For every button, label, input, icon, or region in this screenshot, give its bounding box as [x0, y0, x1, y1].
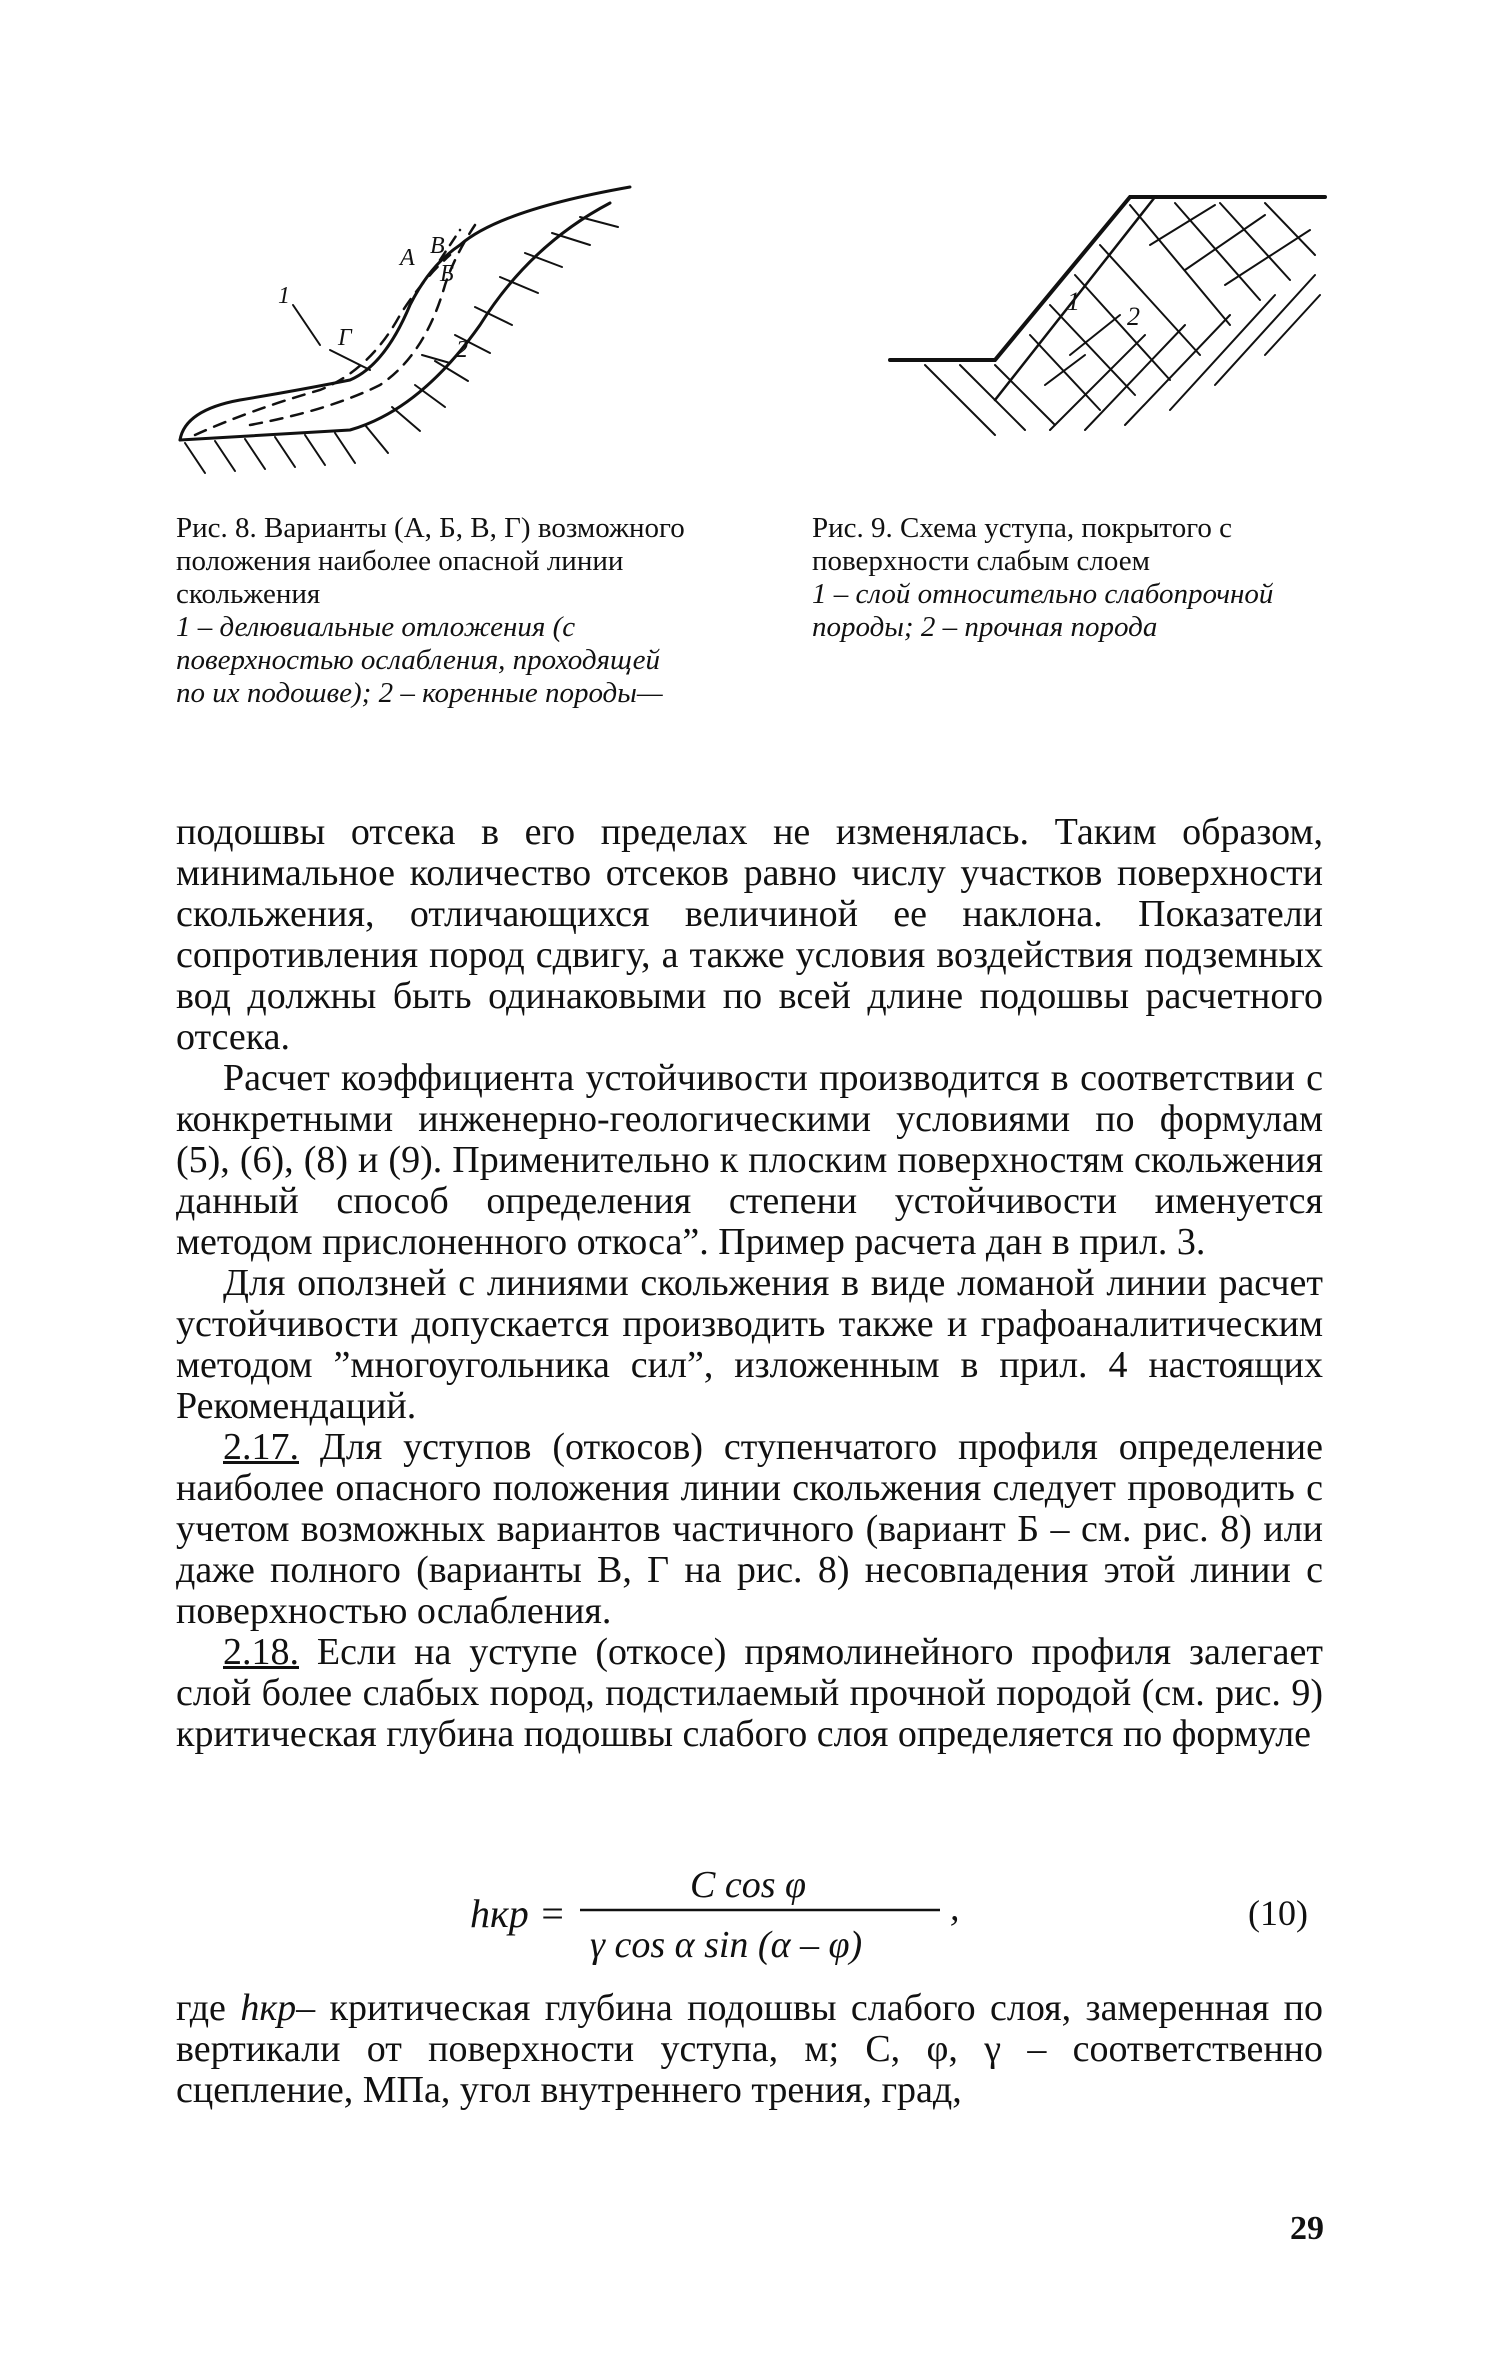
figure-9-caption: [812, 512, 1327, 644]
paragraph-4: [176, 1427, 1323, 1632]
figure-9-diagram: [885, 185, 1335, 465]
fig8-label-1: 1: [278, 283, 290, 309]
section-number-2-18: 2.18.: [223, 1631, 299, 1673]
fig9-label-2: 2: [1127, 302, 1140, 331]
fig8-label-b: Б: [440, 261, 455, 287]
paragraph-5: [176, 1632, 1323, 1755]
figure-9-caption-legend: 1 – слой относительно слабопрочной породы; 2 – прочная порода: [812, 578, 1274, 643]
paragraph-4-text: Для уступов (откосов) ступенчатого профиля определение наиболее опасного положения линии скольжения следует проводить с учетом возможных вариантов частичного (вариант Б – см. рис. 8) или даже полного (варианты В, Г на рис. 8) несовпадения этой линии с поверхностью ослабления.: [176, 1426, 1323, 1632]
paragraph-5-text: Если на уступе (откосе) прямолинейного профиля залегает слой более слабых пород, подстилаемый прочной породой (см. рис. 9) критическая глубина подошвы слабого слоя определяется по формуле: [176, 1631, 1323, 1755]
figure-9-caption-title: Рис. 9. Схема уступа, покрытого с поверхности слабым слоем: [812, 512, 1233, 577]
paragraph-6: [176, 1988, 1323, 2111]
page-number: 29: [1290, 2210, 1324, 2247]
fig8-label-2: 2: [456, 337, 468, 363]
formula-numerator: C cos φ: [690, 1864, 807, 1906]
formula-number: (10): [1248, 1893, 1308, 1933]
formula-comma: ,: [950, 1887, 960, 1929]
figure-8-caption-legend: 1 – делювиальные отложения (с поверхностью ослабления, проходящей по их подошве); 2 – коренные породы—: [176, 611, 663, 709]
fig9-label-1: 1: [1067, 287, 1080, 316]
fig8-label-v: В: [430, 233, 445, 259]
formula-denominator: γ cos α sin (α – φ): [590, 1924, 863, 1966]
symbol-h-kr: hкр: [240, 1987, 297, 2029]
figure-8-caption-title: Рис. 8. Варианты (А, Б, В, Г) возможного положения наиболее опасной линии скольжения: [176, 512, 685, 610]
formula-10: [0, 1855, 1500, 1975]
paragraph-6-rest: – критическая глубина подошвы слабого слоя, замеренная по вертикали от поверхности уступа, м; C, φ, γ – соответственно сцепление, МПа, угол внутреннего трения, град,: [176, 1987, 1323, 2111]
figure-8-diagram: [160, 185, 720, 495]
paragraph-2: Расчет коэффициента устойчивости производится в соответствии с конкретными инженерно-геологическими условиями по формулам (5), (6), (8) и (9). Применительно к плоским поверхностям скольжения данный способ определения степени устойчивости именуется методом прислоненного откоса”. Пример расчета дан в прил. 3.: [176, 1057, 1323, 1263]
formula-lhs: hкр =: [470, 1891, 566, 1936]
fig8-label-g: Г: [338, 325, 352, 351]
paragraph-1: подошвы отсека в его пределах не изменялась. Таким образом, минимальное количество отсеков равно числу участков поверхности скольжения, отличающихся величиной ее наклона. Показатели сопротивления пород сдвигу, а также условия воздействия подземных вод должны быть одинаковыми по всей длине подошвы расчетного отсека.: [176, 811, 1323, 1058]
section-number-2-17: 2.17.: [223, 1426, 299, 1468]
paragraph-6-start: где: [176, 1987, 241, 2029]
main-text: [176, 812, 1323, 1755]
figure-8-caption: [176, 512, 686, 710]
fig8-label-a: А: [400, 245, 415, 271]
main-text-after-formula: [176, 1988, 1323, 2111]
paragraph-3: Для оползней с линиями скольжения в виде ломаной линии расчет устойчивости допускается производить также и графоаналитическим методом ”многоугольника сил”, изложенным в прил. 4 настоящих Рекомендаций.: [176, 1262, 1323, 1427]
